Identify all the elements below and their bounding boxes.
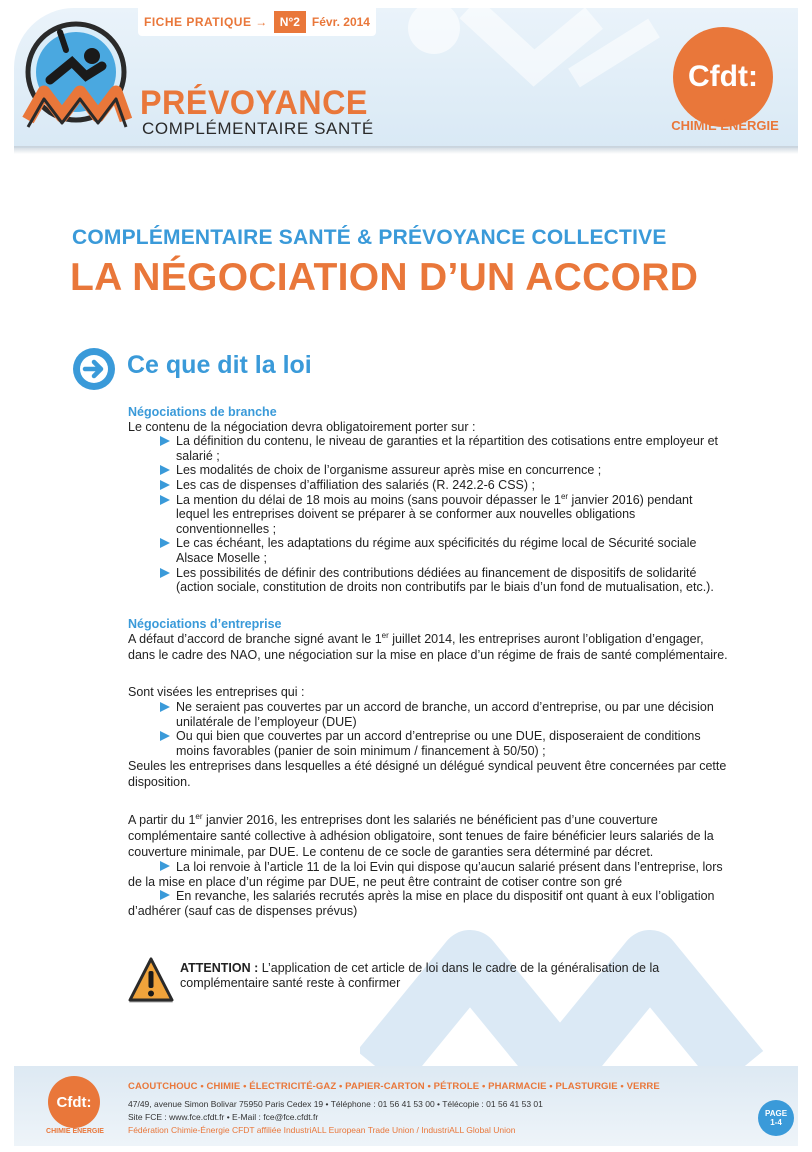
header-subtitle: COMPLÉMENTAIRE SANTÉ [142, 119, 374, 138]
entreprise-paragraph-2: A partir du 1er janvier 2016, les entreprises dont les salariés ne bénéficient pas d’une couverture complémentaire santé collective à adhésion obligatoire, sont tenues de faire bénéficier leurs salariés de la couverture minimale, par DUE. Le contenu de ce socle de garanties sera déterminé par décret. [128, 812, 714, 860]
footer-logo-caption: CHIMIE ÉNERGIE [46, 1128, 104, 1135]
warning-icon [128, 956, 174, 1004]
page-label: PAGE [764, 1109, 788, 1118]
list-item: Les cas de dispenses d’affiliation des salariés (R. 242.2-6 CSS) ; [160, 478, 728, 493]
cfdt-logo [673, 27, 773, 127]
visees-list [160, 700, 728, 758]
fiche-label: FICHE PRATIQUE → [144, 15, 268, 29]
arrow-right-circle-icon [72, 347, 116, 391]
list-item: La mention du délai de 18 mois au moins (sans pouvoir dépasser le 1er janvier 2016) pendant lequel les entreprises doivent se préparer à se conformer aux nouvelles obligations conventionnelles ; [160, 493, 728, 537]
entreprise-heading: Négociations d’entreprise [128, 616, 282, 631]
cfdt-logo-text: Cfdt: [688, 60, 758, 93]
footer-address: 47/49, avenue Simon Bolivar 75950 Paris Cedex 19 • Téléphone : 01 56 41 53 00 • Télécopie : 01 56 41 53 01 [128, 1099, 543, 1109]
list-item: Les possibilités de définir des contributions dédiées au financement de dispositifs de solidarité (action sociale, constitution de droits non contributifs par le biais d’un fond de mutualisation, etc.). [160, 566, 728, 595]
prevoyance-emblem-icon [20, 20, 132, 138]
list-item: La définition du contenu, le niveau de garanties et la répartition des cotisations entre employeur et salarié ; [160, 434, 728, 463]
page-badge [758, 1100, 794, 1136]
evin-text: La loi renvoie à l’article 11 de la loi Evin qui dispose qu’aucun salarié présent dans l’entreprise, lors de la mise en place d’un régime par DUE, ne peut être contraint de cotiser contre son gré [128, 860, 723, 889]
header-title: PRÉVOYANCE [140, 84, 368, 122]
main-content [128, 405, 728, 919]
fiche-number: N°2 [274, 11, 306, 33]
list-item: Les modalités de choix de l’organisme assureur après mise en concurrence ; [160, 463, 728, 478]
header-shadow [14, 146, 798, 154]
list-item: Ne seraient pas couvertes par un accord de branche, un accord d’entreprise, ou par une décision unilatérale de l’employeur (DUE) [160, 700, 728, 729]
evin-paragraph [128, 860, 728, 889]
footer-logo-text: Cfdt: [56, 1093, 92, 1111]
branche-intro: Le contenu de la négociation devra obligatoirement porter sur : [128, 419, 476, 434]
entreprise-paragraph-1: A défaut d’accord de branche signé avant le 1er juillet 2014, les entreprises auront l’obligation d’engager, dans le cadre des NAO, une négociation sur la mise en place d’un régime de frais de santé complémentaire. [128, 631, 728, 663]
attention-text: L’application de cet article de loi dans le cadre de la généralisation de la complémentaire santé reste à confirmer [180, 961, 660, 990]
cfdt-logo-caption: CHIMIE ÉNERGIE [671, 118, 779, 133]
footer-site: Site FCE : www.fce.cfdt.fr • E-Mail : fce@fce.cfdt.fr [128, 1112, 319, 1122]
list-item: Le cas échéant, les adaptations du régime aux spécificités du régime local de Sécurité sociale Alsace Moselle ; [160, 536, 728, 565]
bullet-arrow-icon [160, 861, 170, 871]
list-item: Ou qui bien que couvertes par un accord d’entreprise ou une DUE, disposeraient de conditions moins favorables (panier de soin minimum / financement à 50/50) ; [160, 729, 728, 758]
attention-label: ATTENTION : [180, 961, 259, 975]
page-number: 1-4 [770, 1118, 782, 1127]
footer-cfdt-logo [48, 1076, 100, 1128]
revanche-paragraph [128, 889, 728, 918]
footer-federation: Fédération Chimie-Énergie CFDT affiliée IndustriALL European Trade Union / IndustriALL Global Union [128, 1125, 516, 1135]
visees-intro: Sont visées les entreprises qui : [128, 685, 305, 700]
document-title: LA NÉGOCIATION D’UN ACCORD [70, 256, 699, 299]
footer-watermark [360, 930, 800, 1070]
seules-paragraph: Seules les entreprises dans lesquelles a été désigné un délégué syndical peuvent être concernées par cette disposition. [128, 759, 727, 790]
section-title: Ce que dit la loi [127, 351, 312, 379]
branche-heading: Négociations de branche [128, 405, 277, 419]
branche-list [160, 434, 728, 595]
footer-sectors: CAOUTCHOUC • CHIMIE • ÉLECTRICITÉ-GAZ • PAPIER-CARTON • PÉTROLE • PHARMACIE • PLASTURGIE • VERRE [128, 1081, 660, 1092]
revanche-text: En revanche, les salariés recrutés après la mise en place du dispositif ont quant à eux l’obligation d’adhérer (sauf cas de dispenses prévus) [128, 889, 715, 919]
fiche-tab [138, 8, 376, 36]
fiche-date: Févr. 2014 [311, 15, 370, 29]
bullet-arrow-icon [160, 890, 170, 900]
document-kicker: COMPLÉMENTAIRE SANTÉ & PRÉVOYANCE COLLECTIVE [72, 226, 667, 249]
attention-note [180, 961, 728, 991]
